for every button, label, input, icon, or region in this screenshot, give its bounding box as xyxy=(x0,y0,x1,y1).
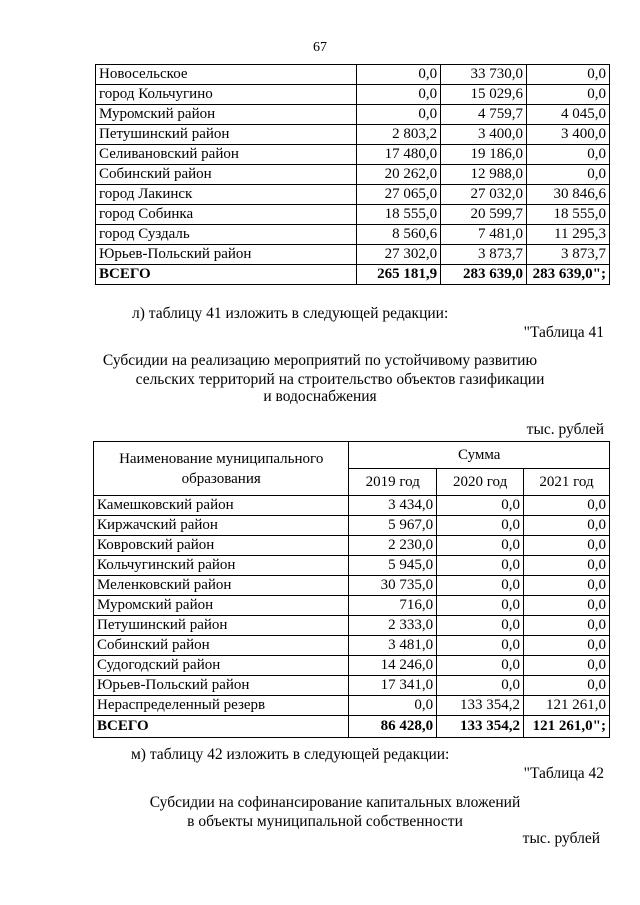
table41-title-line1: Субсидии на реализацию мероприятий по устойчивому развитию xyxy=(102,352,538,369)
row-value-2019: 20 262,0 xyxy=(357,165,441,185)
row-value-2019: 0,0 xyxy=(349,696,437,716)
row-value-2019: 2 333,0 xyxy=(349,616,437,636)
table-row xyxy=(96,205,610,225)
row-value-2021: 0,0 xyxy=(527,165,610,185)
row-value-2021: 11 295,3 xyxy=(527,225,610,245)
total-row xyxy=(96,265,610,285)
row-name: Муромский район xyxy=(96,105,357,125)
row-value-2020: 283 639,0 xyxy=(441,265,527,285)
header-year-2021: 2021 год xyxy=(524,469,610,496)
row-name: город Собинка xyxy=(96,205,357,225)
row-value-2020: 0,0 xyxy=(437,616,524,636)
table-41 xyxy=(93,441,610,738)
row-value-2020: 0,0 xyxy=(437,596,524,616)
row-value-2019: 2 803,2 xyxy=(357,125,441,145)
table-row xyxy=(96,225,610,245)
row-value-2020: 133 354,2 xyxy=(437,716,524,738)
row-value-2021: 30 846,6 xyxy=(527,185,610,205)
row-value-2021: 121 261,0 xyxy=(524,696,610,716)
row-name: Новосельское xyxy=(96,65,357,85)
row-value-2019: 5 945,0 xyxy=(349,556,437,576)
header-name-col: Наименование муниципального образования xyxy=(94,442,349,496)
row-name: город Суздаль xyxy=(96,225,357,245)
row-name: Камешковский район xyxy=(94,496,349,516)
row-value-2021: 0,0 xyxy=(527,145,610,165)
table-row xyxy=(96,105,610,125)
row-name: Юрьев-Польский район xyxy=(96,245,357,265)
row-value-2019: 3 481,0 xyxy=(349,636,437,656)
row-value-2019: 18 555,0 xyxy=(357,205,441,225)
total-row xyxy=(94,716,610,738)
row-value-2020: 133 354,2 xyxy=(437,696,524,716)
table41-title-line2: сельских территорий на строительство объектов газификации xyxy=(135,371,545,388)
row-name: Собинский район xyxy=(94,636,349,656)
table42-label: "Таблица 42 xyxy=(523,765,604,782)
row-value-2020: 0,0 xyxy=(437,636,524,656)
row-value-2021: 4 045,0 xyxy=(527,105,610,125)
row-value-2019: 17 341,0 xyxy=(349,676,437,696)
table-row xyxy=(94,516,610,536)
row-value-2019: 0,0 xyxy=(357,85,441,105)
row-value-2020: 7 481,0 xyxy=(441,225,527,245)
row-value-2021: 0,0 xyxy=(524,496,610,516)
row-value-2019: 0,0 xyxy=(357,65,441,85)
row-name: город Лакинск xyxy=(96,185,357,205)
row-name: Петушинский район xyxy=(96,125,357,145)
row-value-2019: 0,0 xyxy=(357,105,441,125)
row-name: Ковровский район xyxy=(94,536,349,556)
row-value-2020: 12 988,0 xyxy=(441,165,527,185)
row-name: Судогодский район xyxy=(94,656,349,676)
row-value-2020: 0,0 xyxy=(437,496,524,516)
table-row xyxy=(94,656,610,676)
table-row xyxy=(96,185,610,205)
table-row xyxy=(94,636,610,656)
row-value-2021: 283 639,0"; xyxy=(527,265,610,285)
row-name: Меленковский район xyxy=(94,576,349,596)
row-value-2019: 5 967,0 xyxy=(349,516,437,536)
row-value-2019: 2 230,0 xyxy=(349,536,437,556)
table41-title-line3: и водоснабжения xyxy=(263,388,377,405)
row-value-2021: 0,0 xyxy=(524,516,610,536)
row-value-2021: 121 261,0"; xyxy=(524,716,610,738)
header-year-2019: 2019 год xyxy=(349,469,437,496)
row-value-2020: 3 400,0 xyxy=(441,125,527,145)
table-row xyxy=(94,616,610,636)
row-name: Петушинский район xyxy=(94,616,349,636)
table-row xyxy=(96,245,610,265)
row-value-2021: 3 873,7 xyxy=(527,245,610,265)
row-value-2019: 716,0 xyxy=(349,596,437,616)
paragraph-m: м) таблицу 42 изложить в следующей редакции: xyxy=(131,746,450,763)
row-value-2019: 86 428,0 xyxy=(349,716,437,738)
row-value-2021: 0,0 xyxy=(527,85,610,105)
row-value-2021: 0,0 xyxy=(524,596,610,616)
row-value-2020: 19 186,0 xyxy=(441,145,527,165)
paragraph-l: л) таблицу 41 изложить в следующей редакции: xyxy=(132,305,449,322)
table-row xyxy=(94,496,610,516)
row-value-2020: 0,0 xyxy=(437,516,524,536)
table-row xyxy=(94,676,610,696)
table42-title-line1: Субсидии на софинансирование капитальных вложений xyxy=(149,794,521,811)
table-row xyxy=(96,165,610,185)
row-value-2020: 27 032,0 xyxy=(441,185,527,205)
row-name: Киржачский район xyxy=(94,516,349,536)
row-value-2020: 0,0 xyxy=(437,536,524,556)
header-year-2020: 2020 год xyxy=(437,469,524,496)
table-row xyxy=(96,65,610,85)
table41-header-row xyxy=(94,442,610,469)
row-name: Собинский район xyxy=(96,165,357,185)
row-name: город Кольчугино xyxy=(96,85,357,105)
table-row xyxy=(94,596,610,616)
row-value-2020: 4 759,7 xyxy=(441,105,527,125)
units-label-2: тыс. рублей xyxy=(522,830,600,847)
row-name: ВСЕГО xyxy=(94,716,349,738)
table-top xyxy=(95,64,610,285)
row-value-2020: 3 873,7 xyxy=(441,245,527,265)
row-value-2020: 0,0 xyxy=(437,656,524,676)
row-value-2020: 0,0 xyxy=(437,556,524,576)
table-row xyxy=(96,145,610,165)
row-value-2019: 30 735,0 xyxy=(349,576,437,596)
row-name: ВСЕГО xyxy=(96,265,357,285)
row-value-2019: 3 434,0 xyxy=(349,496,437,516)
table-row xyxy=(94,536,610,556)
row-value-2021: 0,0 xyxy=(524,576,610,596)
row-value-2021: 3 400,0 xyxy=(527,125,610,145)
table-row xyxy=(94,576,610,596)
row-name: Кольчугинский район xyxy=(94,556,349,576)
table-row xyxy=(96,85,610,105)
table41-label: "Таблица 41 xyxy=(523,324,604,341)
row-value-2020: 33 730,0 xyxy=(441,65,527,85)
header-sum: Сумма xyxy=(349,442,610,469)
row-value-2021: 0,0 xyxy=(524,536,610,556)
units-label: тыс. рублей xyxy=(526,421,604,438)
row-value-2021: 18 555,0 xyxy=(527,205,610,225)
row-value-2019: 8 560,6 xyxy=(357,225,441,245)
row-value-2020: 0,0 xyxy=(437,676,524,696)
table-row xyxy=(94,696,610,716)
table-row xyxy=(96,125,610,145)
row-value-2021: 0,0 xyxy=(524,616,610,636)
row-value-2021: 0,0 xyxy=(524,656,610,676)
row-name: Муромский район xyxy=(94,596,349,616)
row-value-2019: 27 065,0 xyxy=(357,185,441,205)
row-value-2019: 265 181,9 xyxy=(357,265,441,285)
row-value-2021: 0,0 xyxy=(527,65,610,85)
page-number: 67 xyxy=(313,40,327,55)
row-value-2019: 17 480,0 xyxy=(357,145,441,165)
row-value-2021: 0,0 xyxy=(524,676,610,696)
row-value-2020: 15 029,6 xyxy=(441,85,527,105)
row-name: Селивановский район xyxy=(96,145,357,165)
row-name: Юрьев-Польский район xyxy=(94,676,349,696)
row-value-2020: 0,0 xyxy=(437,576,524,596)
row-value-2021: 0,0 xyxy=(524,636,610,656)
row-value-2021: 0,0 xyxy=(524,556,610,576)
table-row xyxy=(94,556,610,576)
row-name: Нераспределенный резерв xyxy=(94,696,349,716)
table42-title-line2: в объекты муниципальной собственности xyxy=(187,813,463,830)
row-value-2019: 14 246,0 xyxy=(349,656,437,676)
row-value-2020: 20 599,7 xyxy=(441,205,527,225)
row-value-2019: 27 302,0 xyxy=(357,245,441,265)
